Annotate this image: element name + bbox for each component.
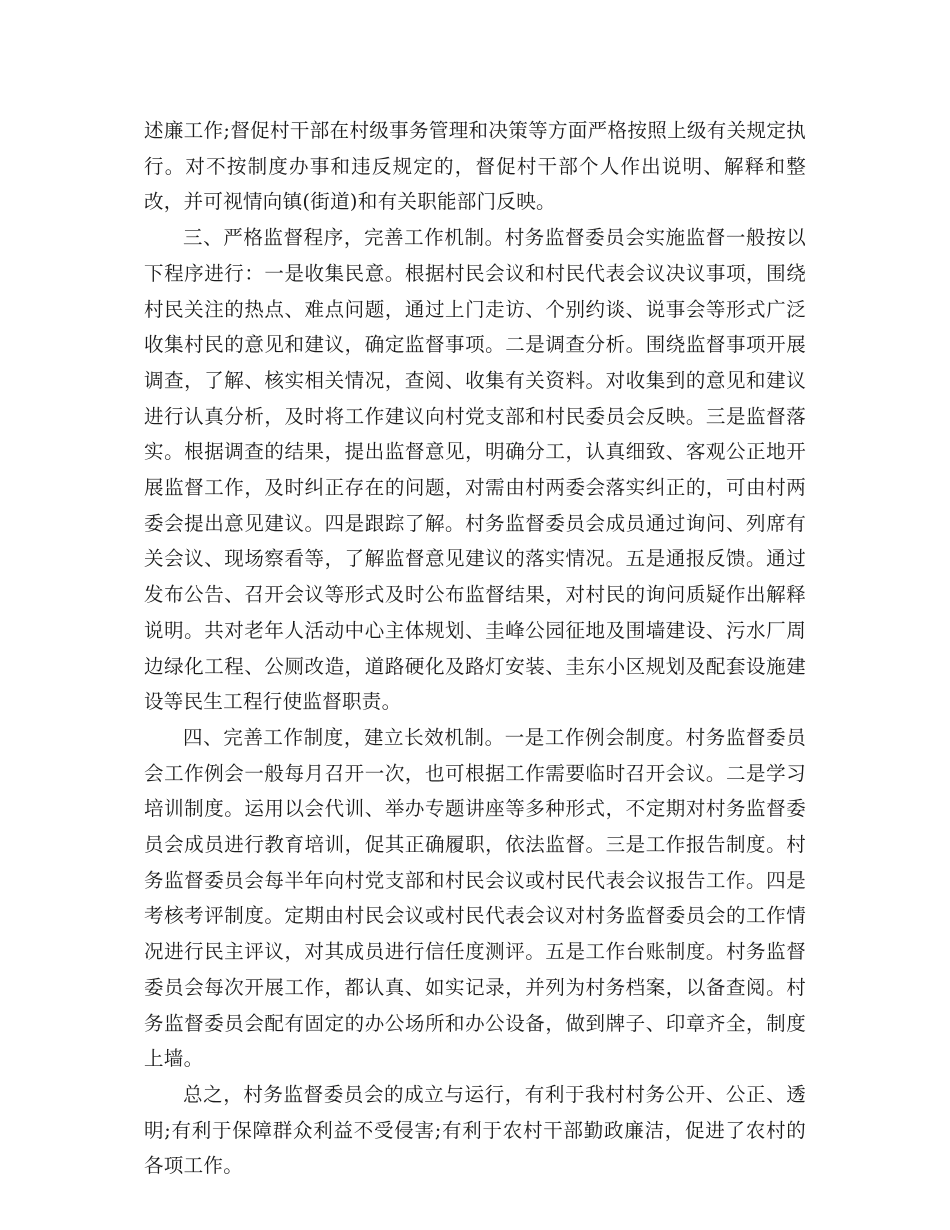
paragraph-section-3: 三、严格监督程序，完善工作机制。村务监督委员会实施监督一般按以下程序进行：一是收集民意。根据村民会议和村民代表会议决议事项，围绕村民关注的热点、难点问题，通过上门走访、个别约谈、说事会等形式广泛收集村民的意见和建议，确定监督事项。二是调查分析。围绕监督事项开展调查，了解、核实相关情况，查阅、收集有关资料。对收集到的意见和建议进行认真分析，及时将工作建议向村党支部和村民委员会反映。三是监督落实。根据调查的结果，提出监督意见，明确分工，认真细致、客观公正地开展监督工作，及时纠正存在的问题，对需由村两委会落实纠正的，可由村两委会提出意见建议。四是跟踪了解。村务监督委员会成员通过询问、列席有关会议、现场察看等，了解监督意见建议的落实情况。五是通报反馈。通过发布公告、召开会议等形式及时公布监督结果，对村民的询问质疑作出解释说明。共对老年人活动中心主体规划、圭峰公园征地及围墙建设、污水厂周边绿化工程、公厕改造，道路硬化及路灯安装、圭东小区规划及配套设施建设等民生工程行使监督职责。 [144,226,806,714]
paragraph-conclusion: 总之，村务监督委员会的成立与运行，有利于我村村务公开、公正、透明;有利于保障群众利益不受侵害;有利于农村干部勤政廉洁，促进了农村的各项工作。 [144,1082,806,1178]
document-body [144,113,806,1184]
paragraph-section-4: 四、完善工作制度，建立长效机制。一是工作例会制度。村务监督委员会工作例会一般每月召开一次，也可根据工作需要临时召开会议。二是学习培训制度。运用以会代训、举办专题讲座等多种形式，不定期对村务监督委员会成员进行教育培训，促其正确履职，依法监督。三是工作报告制度。村务监督委员会每半年向村党支部和村民会议或村民代表会议报告工作。四是考核考评制度。定期由村民会议或村民代表会议对村务监督委员会的工作情况进行民主评议，对其成员进行信任度测评。五是工作台账制度。村务监督委员会每次开展工作，都认真、如实记录，并列为村务档案，以备查阅。村务监督委员会配有固定的办公场所和办公设备，做到牌子、印章齐全，制度上墙。 [144,725,806,1071]
paragraph-continuation: 述廉工作;督促村干部在村级事务管理和决策等方面严格按照上级有关规定执行。对不按制度办事和违反规定的，督促村干部个人作出说明、解释和整改，并可视情向镇(街道)和有关职能部门反映。 [144,119,806,214]
